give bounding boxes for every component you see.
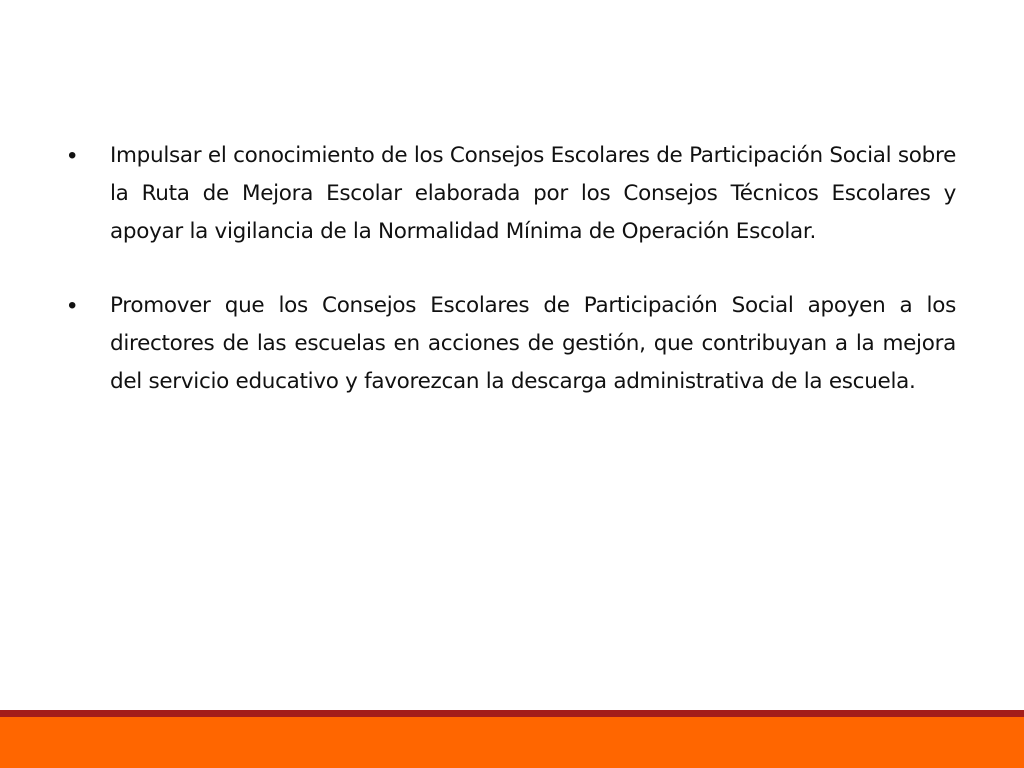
bullet-text: Impulsar el conocimiento de los Consejos Escolares de Participación Social sobre la Ruta de Mejora Escolar elaborada por los Consejos Técnicos Escolares y apoyar la vigilancia de la Normalidad Mínima de Operación Escolar. [110, 143, 956, 244]
bullet-marker: • [68, 142, 77, 169]
footer-band-dark [0, 710, 1024, 717]
bullet-text: Promover que los Consejos Escolares de Participación Social apoyen a los directores de las escuelas en acciones de gestión, que contribuyan a la mejora del servicio educativo y favorezcan la descarga administrativa de la escuela. [110, 293, 956, 394]
bullet-marker: • [68, 292, 77, 319]
footer-band-orange [0, 717, 1024, 768]
bullet-list [68, 137, 956, 437]
bullet-item [68, 137, 956, 251]
bullet-item [68, 287, 956, 401]
